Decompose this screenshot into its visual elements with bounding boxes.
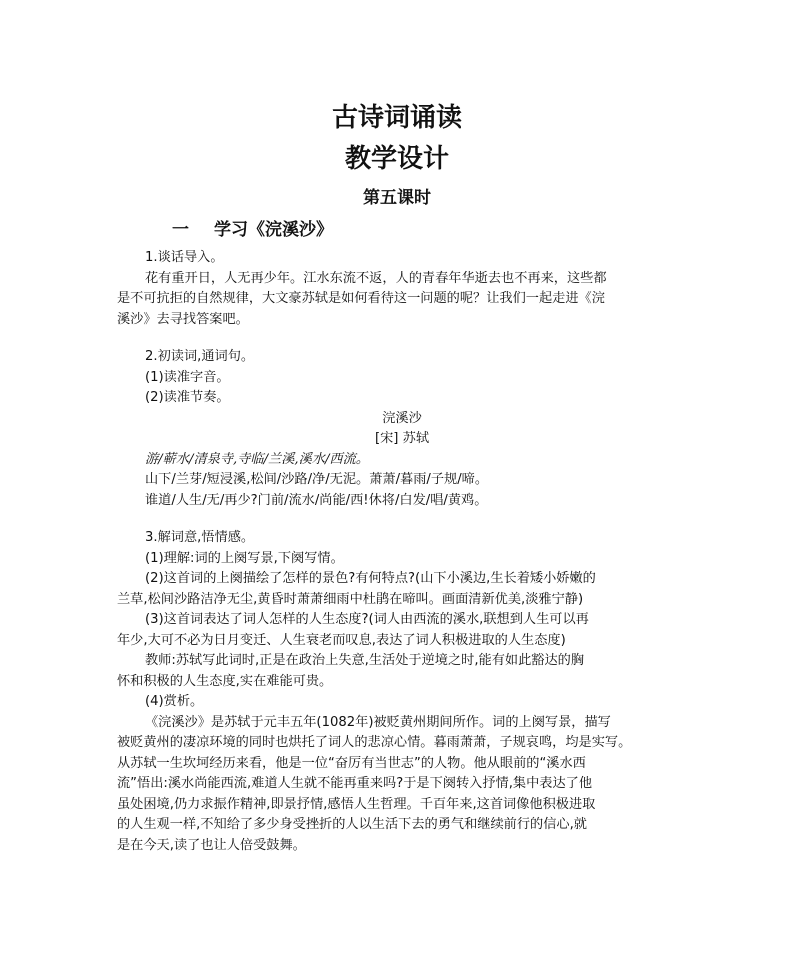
poem-line: 谁道/人生/无/再少?门前/流水/尚能/西!休将/白发/唱/黄鸡。 bbox=[145, 492, 488, 508]
section-number: 一 bbox=[172, 220, 189, 240]
poem-line: 山下/兰芽/短浸溪,松间/沙路/净/无泥。萧萧/暮雨/子规/啼。 bbox=[145, 472, 489, 487]
paragraph-line: 怀和积极的人生态度,实在难能可贵。 bbox=[117, 673, 333, 689]
paragraph-line: 从苏轼一生坎坷经历来看，他是一位“奋厉有当世志”的人物。他从眼前的“溪水西 bbox=[117, 755, 586, 771]
step3-block bbox=[117, 528, 687, 856]
page-title: 古诗词诵读 bbox=[331, 103, 462, 133]
paragraph-line: 《浣溪沙》是苏轼于元丰五年(1082年)被贬黄州期间所作。词的上阕写景，描写 bbox=[145, 714, 611, 730]
paragraph-line: 是在今天,读了也让人倍受鼓舞。 bbox=[117, 837, 306, 853]
paragraph-line: 兰草,松间沙路洁净无尘,黄昏时萧萧细雨中杜鹃在啼叫。画面清新优美,淡雅宁静) bbox=[117, 591, 584, 607]
poem-preface: 游/蕲水/清泉寺,寺临/兰溪,溪水/西流。 bbox=[145, 451, 369, 467]
paragraph-line: 花有重开日，人无再少年。江水东流不返，人的青春年华逝去也不再来，这些都 bbox=[145, 270, 607, 286]
paragraph-line: 虽处困境,仍力求振作精神,即景抒情,感悟人生哲理。千百年来,这首词像他积极进取 bbox=[117, 796, 596, 812]
step3-heading: 3.解词意,悟情感。 bbox=[145, 530, 255, 545]
step2-item: (2)读准节奏。 bbox=[145, 390, 230, 405]
paragraph-line: (2)这首词的上阕描绘了怎样的景色?有何特点?(山下小溪边,生长着矮小娇嫩的 bbox=[145, 571, 596, 586]
paragraph-line: 的人生观一样,不知给了多少身受挫折的人以生活下去的勇气和继续前行的信心,就 bbox=[117, 817, 587, 832]
page-subtitle: 教学设计 bbox=[344, 144, 449, 174]
paragraph-line: (4)赏析。 bbox=[145, 694, 204, 709]
paragraph-line: 流”悟出:溪水尚能西流,难道人生就不能再重来吗?于是下阕转入抒情,集中表达了他 bbox=[117, 776, 593, 791]
paragraph-line: 溪沙》去寻找答案吧。 bbox=[117, 311, 249, 327]
poem-author: [宋] 苏轼 bbox=[374, 431, 430, 446]
step2-heading: 2.初读词,通词句。 bbox=[145, 349, 255, 364]
lesson-label: 第五课时 bbox=[363, 188, 431, 208]
paragraph-line: (1)理解:词的上阕写景,下阕写情。 bbox=[145, 550, 344, 566]
step2-item: (1)读准字音。 bbox=[145, 369, 230, 385]
paragraph-line: 是不可抗拒的自然规律，大文豪苏轼是如何看待这一问题的呢？让我们一起走进《浣 bbox=[117, 291, 605, 306]
step1-block bbox=[117, 248, 687, 330]
section-heading bbox=[172, 215, 333, 240]
paragraph-line: 年少,大可不必为日月变迁、人生衰老而叹息,表达了词人积极进取的人生态度) bbox=[117, 632, 566, 648]
step2-block bbox=[117, 347, 687, 511]
paragraph-line: 教师:苏轼写此词时,正是在政治上失意,生活处于逆境之时,能有如此豁达的胸 bbox=[145, 653, 585, 668]
section-title: 学习《浣溪沙》 bbox=[214, 220, 333, 240]
poem-title: 浣溪沙 bbox=[382, 410, 422, 426]
paragraph-line: 被贬黄州的凄凉环境的同时也烘托了词人的悲凉心情。暮雨萧萧，子规哀鸣，均是实写。 bbox=[117, 735, 632, 750]
step1-heading: 1.谈话导入。 bbox=[145, 250, 224, 265]
paragraph-line: (3)这首词表达了词人怎样的人生态度?(词人由西流的溪水,联想到人生可以再 bbox=[145, 612, 589, 627]
